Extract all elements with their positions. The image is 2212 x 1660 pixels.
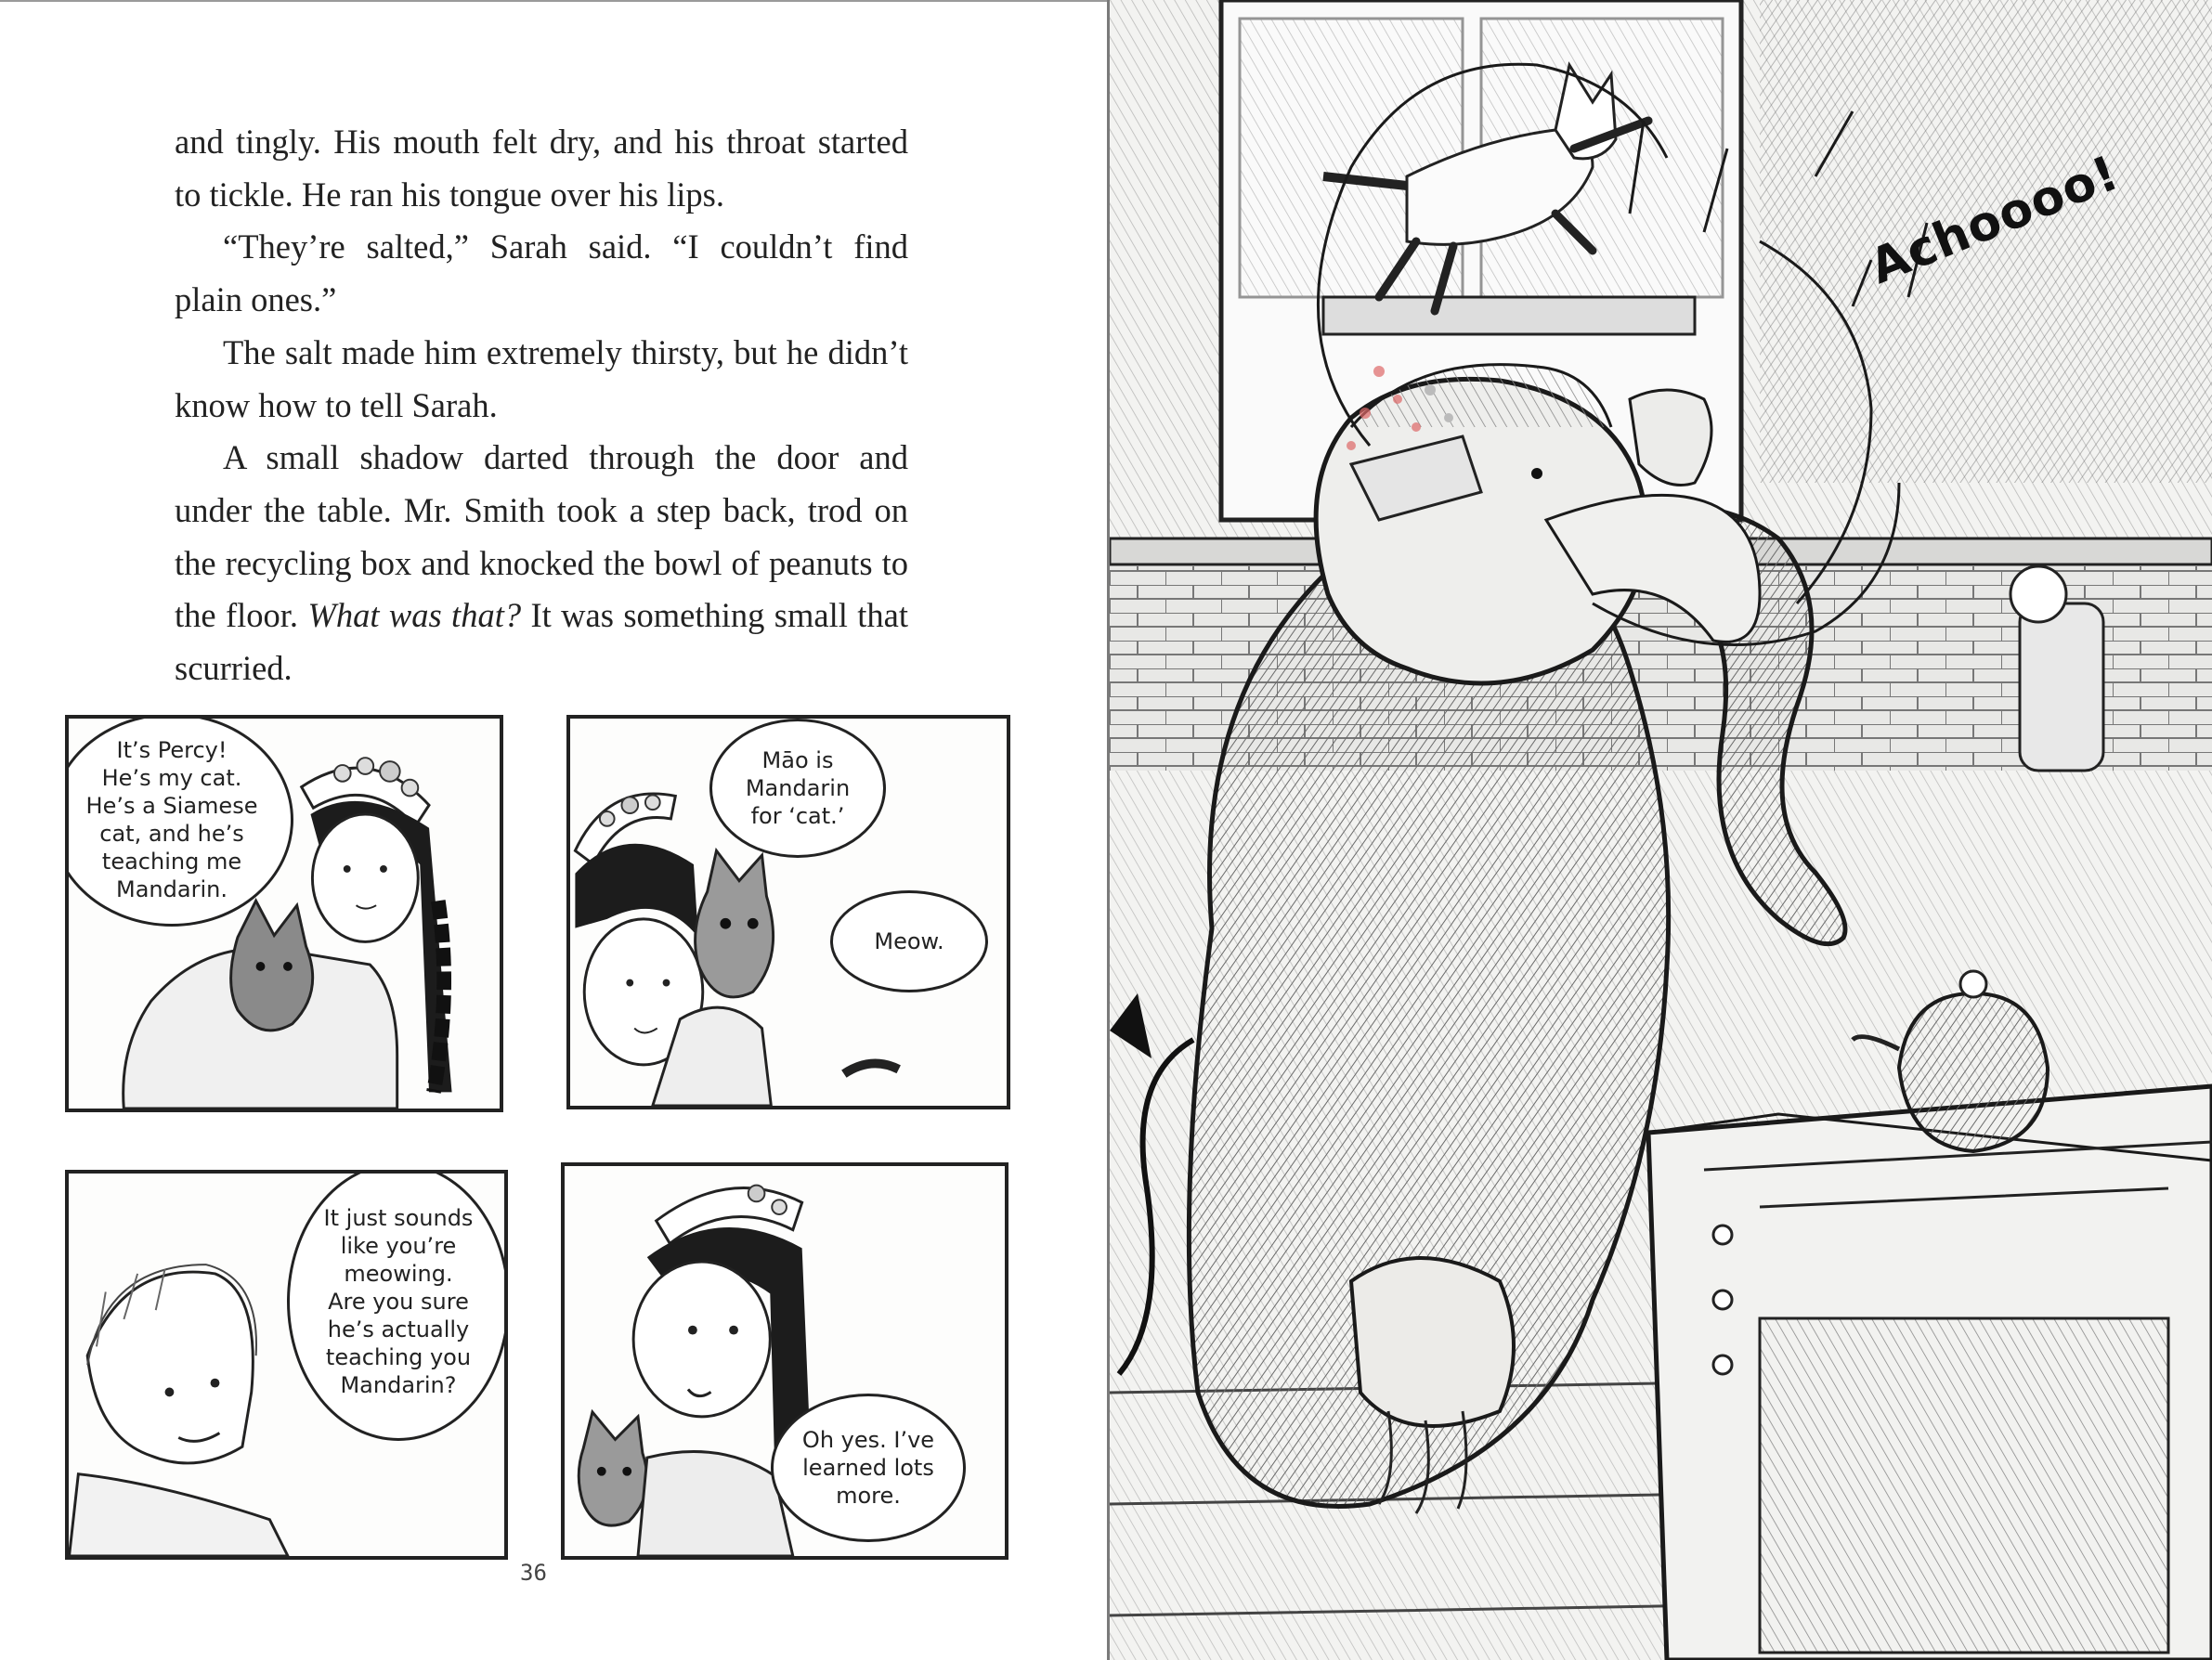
speech-line: Oh yes. I’ve <box>801 1427 935 1453</box>
comic-panel-1 <box>65 715 503 1112</box>
paragraph-4-text-before: A small shadow darted through the door and under the table. Mr. Smith took a step back, trod on the recycling box and knocked the bowl of peanuts to the floor. <box>175 438 908 635</box>
speech-line: Meow. <box>874 928 944 954</box>
comic-panel-3 <box>65 1170 508 1560</box>
panel-3-speech-bubble <box>287 1170 508 1441</box>
speech-line: cat, and he’s <box>99 821 244 847</box>
paragraph-4 <box>175 432 908 695</box>
speech-line: Mandarin. <box>116 876 228 902</box>
speech-line: he’s actually <box>327 1316 470 1342</box>
comic-panel-4 <box>561 1162 1008 1560</box>
paragraph-2: “They’re salted,” Sarah said. “I couldn’t find plain ones.” <box>175 227 908 319</box>
panel-3-speech-text <box>324 1204 474 1399</box>
speech-line: like you’re <box>340 1233 457 1259</box>
panel-2-speech-text-2 <box>874 927 943 955</box>
panel-4-speech-bubble <box>771 1394 966 1542</box>
speech-line: It’s Percy! <box>116 737 228 763</box>
page-top-rule <box>0 0 1107 2</box>
speech-line: for ‘cat.’ <box>750 803 845 829</box>
speech-line: He’s a Siamese <box>85 793 258 819</box>
panel-4-speech-text <box>802 1426 934 1510</box>
stove <box>1648 1086 2212 1660</box>
speech-line: Māo is <box>761 747 834 773</box>
comic-panel-2 <box>566 715 1010 1109</box>
right-page <box>1110 0 2212 1660</box>
speech-line: Mandarin? <box>340 1372 457 1398</box>
speech-line: Mandarin <box>745 775 851 801</box>
panel-2-speech-bubble-1 <box>709 719 886 858</box>
page-number: 36 <box>520 1560 547 1586</box>
paragraph-4-text-after: It was something small that scurried. <box>175 596 908 688</box>
prose-text <box>175 116 908 695</box>
speech-line: teaching me <box>101 849 242 875</box>
paragraph-3: The salt made him extremely thirsty, but he didn’t know how to tell Sarah. <box>175 332 908 424</box>
speech-line: learned lots <box>802 1455 934 1481</box>
panel-2-speech-text-1 <box>746 746 850 830</box>
speech-line: Are you sure <box>328 1289 469 1315</box>
speech-line: It just sounds <box>323 1205 474 1231</box>
panel-2-speech-bubble-2 <box>830 890 988 992</box>
sound-effect-achoo: Achoooo! <box>1862 145 2127 295</box>
paragraph-4-emphasis: What was that? <box>307 596 522 635</box>
speech-line: teaching you <box>325 1344 472 1370</box>
speech-line: He’s my cat. <box>101 765 242 791</box>
illustration-elephant-sneezing-in-kitchen <box>1110 0 2212 1660</box>
paragraph-1: and tingly. His mouth felt dry, and his throat started to tickle. He ran his tongue over his lips. <box>175 123 908 214</box>
speech-line: meowing. <box>344 1261 453 1287</box>
speech-line: more. <box>836 1483 901 1509</box>
panel-1-speech-text <box>86 736 258 903</box>
